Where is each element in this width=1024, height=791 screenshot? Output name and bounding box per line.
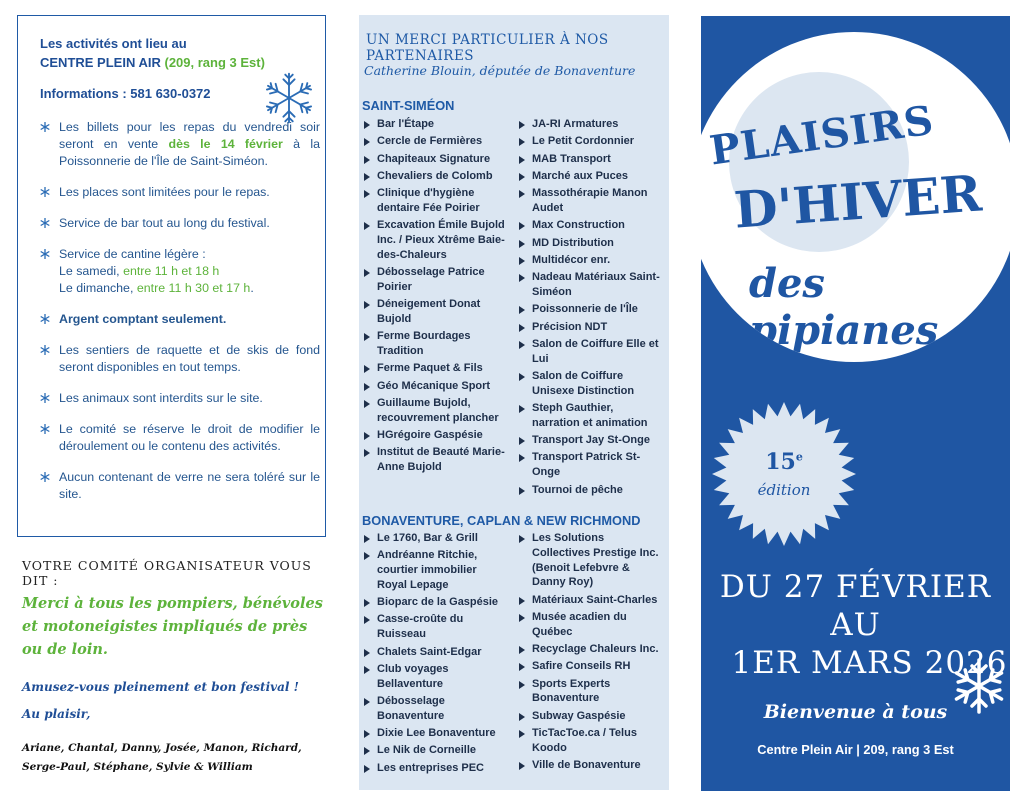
festival-wish: Amusez-vous pleinement et bon festival ! [22,680,299,694]
snowflake-bullet-icon [39,344,51,356]
item-text: à la Poissonnerie de l'Île de Saint-Siméon. [59,137,320,168]
list-item [40,342,320,376]
snowflake-icon [261,70,317,126]
partner-item: HGrégoire Gaspésie [361,428,509,443]
partner-item: Nadeau Matériaux Saint-Siméon [516,270,664,300]
partner-item: Cercle de Fermières [361,134,509,149]
partners-list-saint-simeon-col2 [516,117,664,500]
logo-text-pipianes: des pipianes [749,260,939,354]
list-item [40,215,320,232]
snowflake-bullet-icon [39,471,51,483]
partner-item: Institut de Beauté Marie-Anne Bujold [361,445,509,475]
edition-number [711,449,857,475]
partner-item: Bar l'Étape [361,117,509,132]
partner-item: Salon de Coiffure Elle et Lui [516,337,664,367]
location-header [40,34,320,72]
partner-item: Excavation Émile Bujold Inc. / Pieux Xtrême Baie-des-Chaleurs [361,218,509,262]
location-address: (209, rang 3 Est) [164,55,265,70]
item-highlight: entre 11 h 30 et 17 h [136,281,251,295]
info-phone: Informations : 581 630-0372 [40,86,211,101]
partner-item: Max Construction [516,218,664,233]
edition-label: édition [757,481,811,499]
partner-item: Déneigement Donat Bujold [361,297,509,327]
partner-item: Multidécor enr. [516,253,664,268]
info-list [40,119,320,503]
edition-badge [711,401,857,547]
partner-item: Géo Mécanique Sport [361,379,509,394]
item-text: Les billets pour les repas du vendredi soir seront en vente [59,120,320,151]
dates-line1: DU 27 FÉVRIER AU [719,569,992,643]
partners-list-bonaventure-col1 [361,531,509,778]
item-text: . [250,281,254,295]
partner-item: Sports Experts Bonaventure [516,677,664,707]
partner-item: MD Distribution [516,236,664,251]
partner-item: Débosselage Bonaventure [361,694,509,724]
snowflake-bullet-icon [39,248,51,260]
info-box [17,15,326,537]
snowflake-bullet-icon [39,313,51,325]
partner-item: Guillaume Bujold, recouvrement plancher [361,396,509,426]
thanks-message: Merci à tous les pompiers, bénévoles et motoneigistes impliqués de près ou de loin. [22,595,323,658]
partner-item: Recyclage Chaleurs Inc. [516,642,664,657]
comite-title: VOTRE COMITÉ ORGANISATEUR VOUS DIT : [22,558,312,588]
partner-item: Subway Gaspésie [516,709,664,724]
partner-item: Le Petit Cordonnier [516,134,664,149]
partner-item: TicTacToe.ca / Telus Koodo [516,726,664,756]
partner-item: Précision NDT [516,320,664,335]
list-item [40,421,320,455]
partner-item: Safire Conseils RH [516,659,664,674]
item-text: Le samedi, [59,264,120,278]
item-text: Aucun contenant de verre ne sera toléré sur le site. [59,470,320,501]
partner-item: Chapiteaux Signature [361,152,509,167]
partners-title: UN MERCI PARTICULIER À NOS PARTENAIRES [366,32,609,64]
partner-item: Chalets Saint-Edgar [361,645,509,660]
closing: Au plaisir, [22,707,91,721]
committee-names [22,739,322,777]
partner-item: Débosselage Patrice Poirier [361,265,509,295]
left-panel [0,0,340,791]
snowflake-bullet-icon [39,217,51,229]
partner-item: Club voyages Bellaventure [361,662,509,692]
snowflake-bullet-icon [39,423,51,435]
partner-item: Le 1760, Bar & Grill [361,531,509,546]
partner-item: Bioparc de la Gaspésie [361,595,509,610]
item-text: Les places sont limitées pour le repas. [59,185,270,199]
section-title-saint-simeon: SAINT-SIMÉON [362,98,455,113]
logo-text-plaisirs: PLAISIRS [706,96,937,175]
partner-item: Marché aux Puces [516,169,664,184]
snowflake-bullet-icon [39,392,51,404]
partner-item: Musée acadien du Québec [516,610,664,640]
list-item [40,184,320,201]
partner-item: Poissonnerie de l'Île [516,302,664,317]
item-text: Service de cantine légère : [59,247,206,261]
item-text: Les animaux sont interdits sur le site. [59,391,263,405]
partner-item: Le Nik de Corneille [361,743,509,758]
names-line: Serge-Paul, Stéphane, Sylvie & William [22,761,253,773]
partner-item: Les Solutions Collectives Prestige Inc. (Benoit Lefebvre & Danny Roy) [516,531,664,590]
logo-text-dhiver: D'HIVER [732,163,984,240]
item-highlight: dès le 14 février [168,137,283,151]
partner-item: Ferme Bourdages Tradition [361,329,509,359]
location-line1: Les activités ont lieu au [40,36,187,51]
item-text: Le dimanche, [59,281,134,295]
item-text: Le comité se réserve le droit de modifier le déroulement ou le contenu des activités. [59,422,320,453]
snowflake-bullet-icon [39,186,51,198]
partner-item: Clinique d'hygiène dentaire Fée Poirier [361,186,509,216]
partner-item: MAB Transport [516,152,664,167]
list-item [40,119,320,170]
partners-panel [359,15,669,790]
dates-line2: 1ER MARS 2026 [731,645,1008,681]
item-highlight: entre 11 h et 18 h [123,264,220,278]
partner-item: Salon de Coiffure Unisexe Distinction [516,369,664,399]
partner-item: Massothérapie Manon Audet [516,186,664,216]
snowflake-bullet-icon [39,121,51,133]
partner-item: Chevaliers de Colomb [361,169,509,184]
partner-item: Casse-croûte du Ruisseau [361,612,509,642]
partner-item: Les entreprises PEC [361,761,509,776]
partner-item: Tournoi de pêche [516,483,664,498]
venue-text: Centre Plein Air | 209, rang 3 Est [757,742,954,757]
partner-item: Transport Jay St-Onge [516,433,664,448]
item-text: Les sentiers de raquette et de skis de fond seront disponibles en tout temps. [59,343,320,374]
item-text: Service de bar tout au long du festival. [59,216,270,230]
edition-num: 15 [765,449,796,475]
partner-item: Matériaux Saint-Charles [516,593,664,608]
item-text: Argent comptant seulement. [59,312,227,326]
edition-sup: e [795,450,803,464]
partners-subtitle: Catherine Blouin, députée de Bonaventure [364,63,636,78]
location-name: CENTRE PLEIN AIR [40,55,161,70]
partner-item: Dixie Lee Bonaventure [361,726,509,741]
cover-panel [701,16,1010,791]
partner-item: Steph Gauthier, narration et animation [516,401,664,431]
partner-item: Ferme Paquet & Fils [361,361,509,376]
partners-list-bonaventure-col2 [516,531,664,775]
partner-item: JA-RI Armatures [516,117,664,132]
list-item [40,246,320,297]
partner-item: Ville de Bonaventure [516,758,664,773]
list-item [40,469,320,503]
partners-list-saint-simeon-col1 [361,117,509,478]
partner-item: Transport Patrick St-Onge [516,450,664,480]
names-line: Ariane, Chantal, Danny, Josée, Manon, Richard, [22,742,302,754]
logo [689,32,1019,362]
list-item [40,311,320,328]
welcome-text: Bienvenue à tous [763,701,948,723]
section-title-bonaventure: BONAVENTURE, CAPLAN & NEW RICHMOND [362,513,641,528]
partner-item: Andréanne Ritchie, courtier immobilier Royal Lepage [361,548,509,592]
list-item [40,390,320,407]
